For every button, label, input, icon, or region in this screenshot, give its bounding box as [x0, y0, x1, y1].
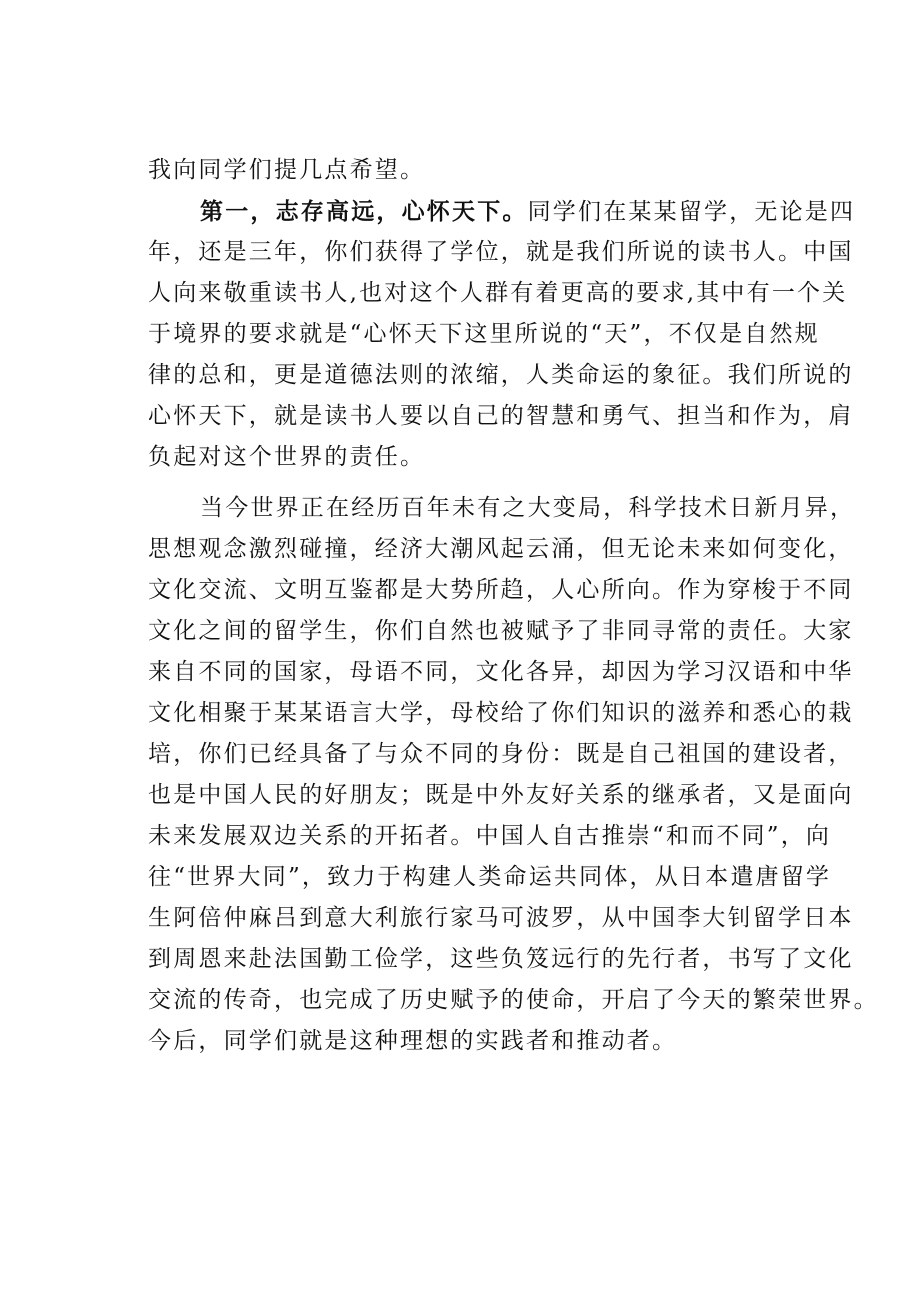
section1-line: 人向来敬重读书人,也对这个人群有着更高的要求,其中有一个关 — [148, 280, 848, 306]
section1-first-line — [148, 191, 856, 232]
paragraph2-line: 生阿倍仲麻吕到意大利旅行家马可波罗，从中国李大钊留学日本 — [148, 905, 854, 931]
section1-line: 负起对这个世界的责任。 — [148, 444, 426, 470]
section1-first-line-rest: 同学们在某某留学，无论是四 — [527, 199, 856, 225]
section1-line: 于境界的要求就是“心怀天下这里所说的“天”，不仅是自然规 — [148, 321, 820, 347]
paragraph2-line: 到周恩来赴法国勤工俭学，这些负笈远行的先行者，书写了文化 — [148, 946, 854, 972]
paragraph2-line: 未来发展双边关系的开拓者。中国人自古推崇“和而不同”，向 — [148, 823, 832, 849]
paragraph2-line: 交流的传奇，也完成了历史赋予的使命，开启了今天的繁荣世界。 — [148, 987, 879, 1013]
document-body — [148, 150, 879, 1062]
paragraph2-line: 文化交流、文明互鉴都是大势所趋，人心所向。作为穿梭于不同 — [148, 577, 854, 603]
paragraph2-line: 来自不同的国家，母语不同，文化各异，却因为学习汉语和中华 — [148, 659, 854, 685]
section1-line: 年，还是三年，你们获得了学位，就是我们所说的读书人。中国 — [148, 239, 854, 265]
intro-line: 我向同学们提几点希望。 — [148, 157, 426, 183]
section1-heading: 第一，志存高远，心怀天下。 — [200, 198, 528, 225]
paragraph2-line: 文化之间的留学生，你们自然也被赋予了非同寻常的责任。大家 — [148, 618, 854, 644]
paragraph2-line: 往“世界大同”，致力于构建人类命运共同体，从日本遣唐留学 — [148, 864, 832, 890]
paragraph2-line: 思想观念激烈碰撞，经济大潮风起云涌，但无论未来如何变化， — [148, 536, 854, 562]
paragraph-gap — [148, 478, 776, 488]
section1-line: 律的总和，更是道德法则的浓缩，人类命运的象征。我们所说的 — [148, 362, 854, 388]
paragraph2-line: 今后，同学们就是这种理想的实践者和推动者。 — [148, 1028, 678, 1054]
section1-line: 心怀天下，就是读书人要以自己的智慧和勇气、担当和作为，肩 — [148, 403, 854, 429]
paragraph2-line: 当今世界正在经历百年未有之大变局，科学技术日新月异， — [200, 495, 856, 521]
paragraph2-line: 文化相聚于某某语言大学，母校给了你们知识的滋养和悉心的栽 — [148, 700, 854, 726]
paragraph2-line: 也是中国人民的好朋友；既是中外友好关系的继承者，又是面向 — [148, 782, 854, 808]
paragraph2-line: 培，你们已经具备了与众不同的身份：既是自己祖国的建设者， — [148, 741, 854, 767]
